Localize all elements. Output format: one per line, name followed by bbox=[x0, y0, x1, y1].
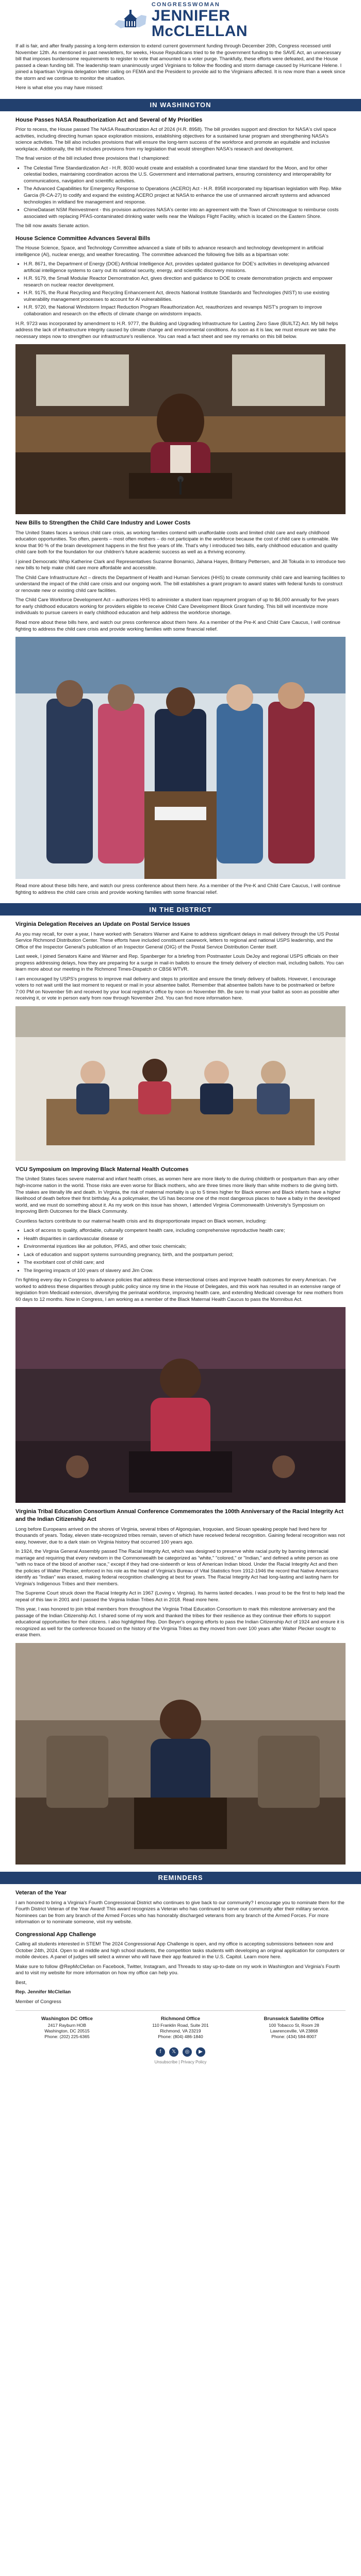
wash-childcare-paragraph-1: The United States faces a serious child care crisis, as working families contend with unaffordable costs and limited child care and early childhood education opportunities. Too often, parents – most often mothers – do not participate in the workforce because the cost of child care is untenable. We know that 90 % of the brain development happens in the first five years of life. That's why I introduced two bills, early childhood education and quality child care both for the foundation for our children's future academic success as well as a thriving economy. bbox=[15, 530, 338, 555]
office-washington bbox=[15, 2016, 119, 2040]
section-header-washington bbox=[0, 99, 361, 111]
wash-childcare-paragraph-3: The Child Care Infrastructure Act – directs the Department of Health and Human Services (HHS) to create community child care and learning facilities to understand the impact of the child care crisis and our ongoing work. The bill establishes a grant program to award states with federal funds to construct or renovate new or existing child care facilities. bbox=[15, 574, 345, 594]
reminders-heading-app: Congressional App Challenge bbox=[15, 1931, 96, 1938]
list-item: • The exorbitant cost of child care; and bbox=[24, 1260, 346, 1266]
district-tribal-paragraph-4: This year, I was honored to join tribal members from throughout the Virginia Tribal Education Consortium to mark this milestone anniversary and the passage of the Indian Citizenship Act. I shared some of my work and thanked the tribes for their resilience as they continue their efforts to support educational opportunities for their citizens. I also highlighted Rep. Don Beyer's ongoing efforts to pass the Indian Citizenship Act of 1924 and ensure it is recognized as well for the conference focused on the history of the Virginia Tribes as they moved from over 100 years after Walter Plecker sought to erase them. bbox=[15, 1606, 344, 1638]
office-name: Richmond Office bbox=[160, 2016, 200, 2022]
office-name: Brunswick Satellite Office bbox=[264, 2016, 324, 2022]
capitol-virginia-icon bbox=[113, 9, 147, 31]
reminders-veteran-paragraph: I am honored to bring a Virginia's Fourth Congressional District who continues to give back to our community? I encourage you to nominate them for the Fourth District Veteran of the Year Award! This award recognizes a Veteran who has continued to serve our community after their military service. Nominees can be from any branch of the Armed Forces who has honorably discharged veterans from any branch of the Armed Forces. For more information or to nominate someone, visit my website. bbox=[15, 1900, 344, 1925]
wash-nasa-provisions-intro: The final version of the bill included three provisions that I championed: bbox=[15, 156, 170, 162]
section-header-reminders bbox=[0, 1872, 361, 1884]
office-line: 2417 Rayburn HOB bbox=[47, 2022, 87, 2028]
office-phone: Phone: (434) 584-8007 bbox=[271, 2034, 317, 2040]
masthead-title: CONGRESSWOMAN bbox=[151, 1, 220, 8]
district-postal-paragraph-1: As you may recall, for over a year, I have worked with Senators Warner and Kaine to address significant delays in mail delivery through the US Postal Service Richmond Distribution Center. These efforts have included constituent casework, letters to regional and national USPS leadership, and the Office of the Inspector General's publication of an Inspector General (OIG) of the Postal Service Distribution Center itself. bbox=[15, 931, 339, 950]
district-postal-paragraph-2: Last week, I joined Senators Kaine and Warner and Rep. Spanberger for a briefing from Postmaster Louis DeJoy and regional USPS officials on their progress addressing delays, how they are preparing for a surge in mail-in ballots to ensure the timely delivery of election mail, including ballots. You can learn more about our meeting in the Richmond Times-Dispatch or CBS6 WTVR. bbox=[15, 954, 344, 973]
district-vcu-paragraph-1: The United States faces severe maternal and infant health crises, as women here are more likely to die during childbirth or postpartum than any other high-income nation in the world. Those risks are even worse for Black mothers, who are three times more likely than white mothers to die giving birth. The stakes are literally life and death. In Virginia, the risk of maternal mortality is up to 5 times higher for Black women and Black infants have a higher likelihood of death before their first birthday. As a policymaker, the US has become one of the most dangerous places to have a baby in the developed world, and we must do something about it. As my work on this issue has shown, I attended Virginia Commonwealth University's Symposium on Improving Birth Outcomes for the Black Community. bbox=[15, 1176, 341, 1215]
district-tribal-paragraph-2: In 1924, the Virginia General Assembly passed The Racial Integrity Act, which was designed to preserve white racial purity by banning interracial marriage and requiring that every newborn in the Commonwealth be categorized as "white," "colored," or "Indian," and defined a white person as one "with no trace of the blood of another race," except if they had one-sixteenth or less of American Indian blood. Under the Racial Integrity Act and then the policies of Walter Plecker, enforced in his role as the head of Virginia's Bureau of Vital Statistics from 1912-1946 the record that Native Americans identify as "Indian" was erased, making federal recognition challenging at best for years. The Racial Integrity Act had long-lasting and lasting harm for Virginia's Indigenous Tribes and their members. bbox=[15, 1549, 339, 1587]
section-title-washington: IN WASHINGTON bbox=[150, 101, 211, 109]
photo-tribal-conference[interactable] bbox=[15, 1643, 346, 1865]
masthead-name-first: JENNIFER bbox=[151, 7, 231, 25]
list-item: • Lack of education and support systems surrounding pregnancy, birth, and the postpartum period; bbox=[24, 1252, 346, 1259]
wash-heading-childcare: New Bills to Strengthen the Child Care Industry and Lower Costs bbox=[15, 520, 191, 527]
instagram-icon[interactable]: ◎ bbox=[183, 2047, 192, 2057]
signoff-name: Rep. Jennifer McClellan bbox=[15, 1989, 71, 1995]
wash-childcare-paragraph-5: Read more about these bills here, and watch our press conference about them here. As a member of the Pre-K and Child Care Caucus, I will continue fighting to address the child care crisis and provide working families with some financial relief. bbox=[15, 619, 340, 632]
list-item: • The lingering impacts of 100 years of slavery and Jim Crow. bbox=[24, 1268, 346, 1275]
office-brunswick bbox=[242, 2016, 346, 2040]
wash-childcare-paragraph-4: The Child Care Workforce Development Act – authorizes HHS to administer a student loan repayment program of up to $6,000 annually for five years for early childhood educators working for providers eligible to receive Child Care Development Block Grant funding. This bill will incentivize more individuals to pursue careers in early childhood education and help address the workforce shortage. bbox=[15, 597, 339, 616]
district-vcu-paragraph-3: I'm fighting every day in Congress to advance policies that address these intersectional crises and improve health outcomes for every American. I've worked to address these disparities through public policy since my time in the House of Delegates, and this work has resulted in an extensive range of legislation from Medicaid extension, diversifying the perinatal workforce, improving health care, and extending Medicaid coverage for new mothers from 60 days to 12 months. Now in Congress, I am working as a member of the Black Maternal Health Caucus to pass the Momnibus Act. bbox=[15, 1277, 343, 1302]
list-item: • H.R. 9179, the Small Modular Reactor Demonstration Act, gives direction and guidance to DOE to create demonstration projects and empower research on nuclear reactor development. bbox=[24, 276, 346, 289]
list-item: • The Advanced Capabilities for Emergency Response to Operations (ACERO) Act - H.R. 8958 incorporated my bipartisan legislation with Rep. Mike Garcia (R-CA-27) to codify and expand the existing ACERO project at NASA to enhance the use of unmanned aircraft systems and advanced technologies in wildland fire management and response. bbox=[24, 186, 346, 206]
office-line: 100 Tobacco St, Room 28 bbox=[269, 2022, 319, 2028]
wash-builtz-paragraph: H.R. 9723 was incorporated by amendment to H.R. 9777, the Building and Upgrading Infrastructure for Lasting Zero Save (BUILTZ) Act. My bill helps address the lack of infrastructure integrity caused by climate change and environmental conditions. As soon as it is law, we must ensure we take the necessary steps now to strengthen our infrastructure's resilience. You can read a fact sheet and see my remarks on this bill below. bbox=[15, 320, 338, 340]
district-tribal-paragraph-1: Long before Europeans arrived on the shores of Virginia, several tribes of Algonquian, Iroquoian, and Siouan speaking people had lived here for thousands of years. Today, eleven state-recognized tribes remain, seven of which have received federal recognition. Gaining federal recognition was not easy, however, due to a dark stain on Virginia history that occurred 100 years ago. bbox=[15, 1526, 345, 1545]
youtube-icon[interactable]: ▶ bbox=[196, 2047, 205, 2057]
district-vcu-paragraph-2: Countless factors contribute to our maternal health crisis and its disproportionate impact on Black women, including: bbox=[15, 1218, 267, 1224]
social-links bbox=[15, 2047, 346, 2057]
list-item: • The Celestial Time Standardization Act - H.R. 8030 would create and establish a coordinated lunar time standard for the Moon, and for other celestial bodies, maintaining coordination across the U.S. Government and international partners, ensuring consistency and interoperability for communications, navigation and scientific activities. bbox=[24, 165, 346, 185]
list-item: • H.R. 9175, the Rural Recycling and Recycling Enhancement Act, directs National Institute Standards and Technologies (NIST) to use existing vulnerability management processes to account for AI vulnerabilities. bbox=[24, 290, 346, 303]
list-item: • Health disparities in cardiovascular disease or bbox=[24, 1236, 346, 1243]
intro-paragraph: If all is fair, and after finally passing a long-term extension to extend current government funding through December 20th, Congress recessed until November 12th. As mentioned in past newsletters, for weeks, House Republicans tried to tie the government funding to the SAVE Act, an unnecessary bill that imposes burdensome requirements to register to vote that amounted to a voter purge. Thankfully, these efforts were defeated, and the House passed a clean funding bill. The leadership team unanimously urged Virginians to follow the flooding and storm damage caused by Hurricane Helene. I joined a bipartisan Virginia delegation letter calling on FEMA and the President to provide aid to the Virginians affected. It is now more than a week since the storm and we continue to monitor the situation. bbox=[15, 43, 346, 81]
masthead-name-last: McCLELLAN bbox=[151, 23, 248, 40]
brand-logo[interactable] bbox=[113, 1, 248, 40]
wash-heading-science: House Science Committee Advances Several Bills bbox=[15, 235, 151, 242]
intro-close: Here is what else you may have missed: bbox=[15, 85, 104, 91]
masthead bbox=[0, 0, 361, 40]
section-title-district: IN THE DISTRICT bbox=[149, 905, 212, 913]
district-heading-vcu: VCU Symposium on Improving Black Maternal Health Outcomes bbox=[15, 1166, 189, 1173]
district-tribal-paragraph-3: The Supreme Court struck down the Racial Integrity Act in 1967 (Loving v. Virginia). Its harms lasted decades. I was proud to be the first to help lead the repeal of this law in 2001 and I passed the Virginia Indian Tribes Act in 2018. Read more here. bbox=[15, 1590, 345, 1603]
office-line: 110 Franklin Road, Suite 201 bbox=[152, 2022, 209, 2028]
wash-heading-nasa: House Passes NASA Reauthorization Act and Several of My Priorities bbox=[15, 116, 203, 123]
footer-fine-print[interactable]: Unsubscribe | Privacy Policy bbox=[154, 2059, 207, 2064]
signoff-title: Member of Congress bbox=[15, 1998, 61, 2005]
wash-senate-action: The bill now awaits Senate action. bbox=[15, 223, 90, 229]
office-line: Richmond, VA 23219 bbox=[160, 2028, 201, 2034]
reminders-follow-paragraph: Make sure to follow @RepMcClellan on Facebook, Twitter, Instagram, and Threads to stay up-to-date on my work in Washington and Virginia's Fourth and to visit my website for more information on how my office can help you. bbox=[15, 1963, 340, 1976]
twitter-icon[interactable]: 𝕏 bbox=[169, 2047, 178, 2057]
reminders-app-paragraph: Calling all students interested in STEM! The 2024 Congressional App Challenge is open, and my office is accepting submissions between now and October 24th, 2024. Open to all middle and high school students, the competition tasks students with developing an original application for computers or mobile devices. A panel of judges will select a winner who will have their app featured in the U.S. Capitol. Learn more here. bbox=[15, 1941, 345, 1960]
section-header-district bbox=[0, 903, 361, 916]
reminders-heading-veteran: Veteran of the Year bbox=[15, 1890, 67, 1896]
district-heading-tribal: Virginia Tribal Education Consortium Annual Conference Commemorates the 100th Anniversary of the Racial Integrity Act and the Indian Citizenship Act bbox=[15, 1509, 344, 1522]
wash-childcare-closing: Read more about these bills here, and watch our press conference about them here. As a member of the Pre-K and Child Care Caucus, I will continue fighting to address the child care crisis and provide working families with some financial relief. bbox=[15, 883, 340, 895]
wash-nasa-provisions-list bbox=[24, 165, 346, 220]
newsletter-body bbox=[15, 43, 346, 2065]
office-name: Washington DC Office bbox=[41, 2016, 93, 2022]
office-phone: Phone: (804) 486-1840 bbox=[158, 2034, 203, 2040]
facebook-icon[interactable]: f bbox=[156, 2047, 165, 2057]
wash-science-paragraph: The House Science, Space, and Technology Committee advanced a slate of bills to advance research and technology development in artificial intelligence (AI), nuclear energy, and weather forecasting. The committee advanced the following five bills as a bipartisan vote: bbox=[15, 245, 324, 258]
district-vcu-factors-list bbox=[24, 1228, 346, 1274]
wash-science-bills-list bbox=[24, 261, 346, 317]
wash-nasa-paragraph: Prior to recess, the House passed The NASA Reauthorization Act of 2024 (H.R. 8958). The bill provides support and direction for NASA's civil space activities, including directing human space exploration missions, establishing objectives for a sustained lunar program and strengthening NASA's science activities. The bill also includes provisions that will ensure the long-term success of the workforce and promote an equitable and inclusive workplace. Additionally, the bill includes provisions from my legislation that would strengthen NASA's research and development. bbox=[15, 127, 336, 152]
wash-childcare-paragraph-2: I joined Democratic Whip Katherine Clark and Representatives Suzanne Bonamici, Jahana Hayes, Brittany Pettersen, and Jill Tokuda in to introduce two new bills to help make child care more affordable and accessible. bbox=[15, 558, 346, 571]
photo-vcu-symposium[interactable] bbox=[15, 1307, 346, 1503]
section-title-reminders: REMINDERS bbox=[158, 1874, 203, 1882]
office-phone: Phone: (202) 225-6365 bbox=[44, 2034, 90, 2040]
photo-press-conference[interactable] bbox=[15, 637, 346, 879]
office-line: Washington, DC 20515 bbox=[44, 2028, 90, 2034]
office-addresses bbox=[15, 2016, 346, 2040]
office-richmond bbox=[129, 2016, 232, 2040]
list-item: • ChimeDataset NSM Reinvestment - this provision authorizes NASA's center into an agreement with the Town of Chincoteague to reimburse costs associated with replacing PFAS-contaminated drinking water wells near the Wallops Flight Facility, which is located on the Eastern Shore. bbox=[24, 207, 346, 220]
photo-postal-briefing[interactable] bbox=[15, 1006, 346, 1161]
signoff-greeting: Best, bbox=[15, 1979, 27, 1986]
list-item: • H.R. 8671, the Department of Energy (DOE) Artificial Intelligence Act, provides updated guidance for DOE's activities in developing advanced artificial intelligence systems to carry out its national security, energy, and scientific discovery missions. bbox=[24, 261, 346, 274]
district-postal-paragraph-3: I am encouraged by USPS's progress to improve mail delivery and steps to prioritize and ensure the timely delivery of ballots. However, I encourage voters to not wait until the last moment to request or mail in your absentee ballot. Remember that absentee ballots have to be postmarked or before 7:00 PM on November 5th and received by your local registrar's office by noon on November 8th. Be sure to mail your ballot as soon as possible after receiving it, or vote in person early from now through November 2nd. You can find more information here. bbox=[15, 976, 339, 1002]
photo-committee-hearing[interactable] bbox=[15, 344, 346, 514]
office-line: Lawrenceville, VA 23868 bbox=[270, 2028, 318, 2034]
footer-divider bbox=[15, 2010, 346, 2011]
district-heading-postal: Virginia Delegation Receives an Update on Postal Service Issues bbox=[15, 921, 190, 928]
list-item: • H.R. 9720, the National Windstorm Impact Reduction Program Reauthorization Act, reauthorizes and revamps NIST's program to improve collaboration and research on the effects of climate change on windstorm impacts. bbox=[24, 304, 346, 317]
list-item: • Environmental injustices like air pollution, PFAS, and other toxic chemicals; bbox=[24, 1244, 346, 1250]
list-item: • Lack of access to quality, affordable, culturally competent health care, including comprehensive reproductive health care; bbox=[24, 1228, 346, 1234]
